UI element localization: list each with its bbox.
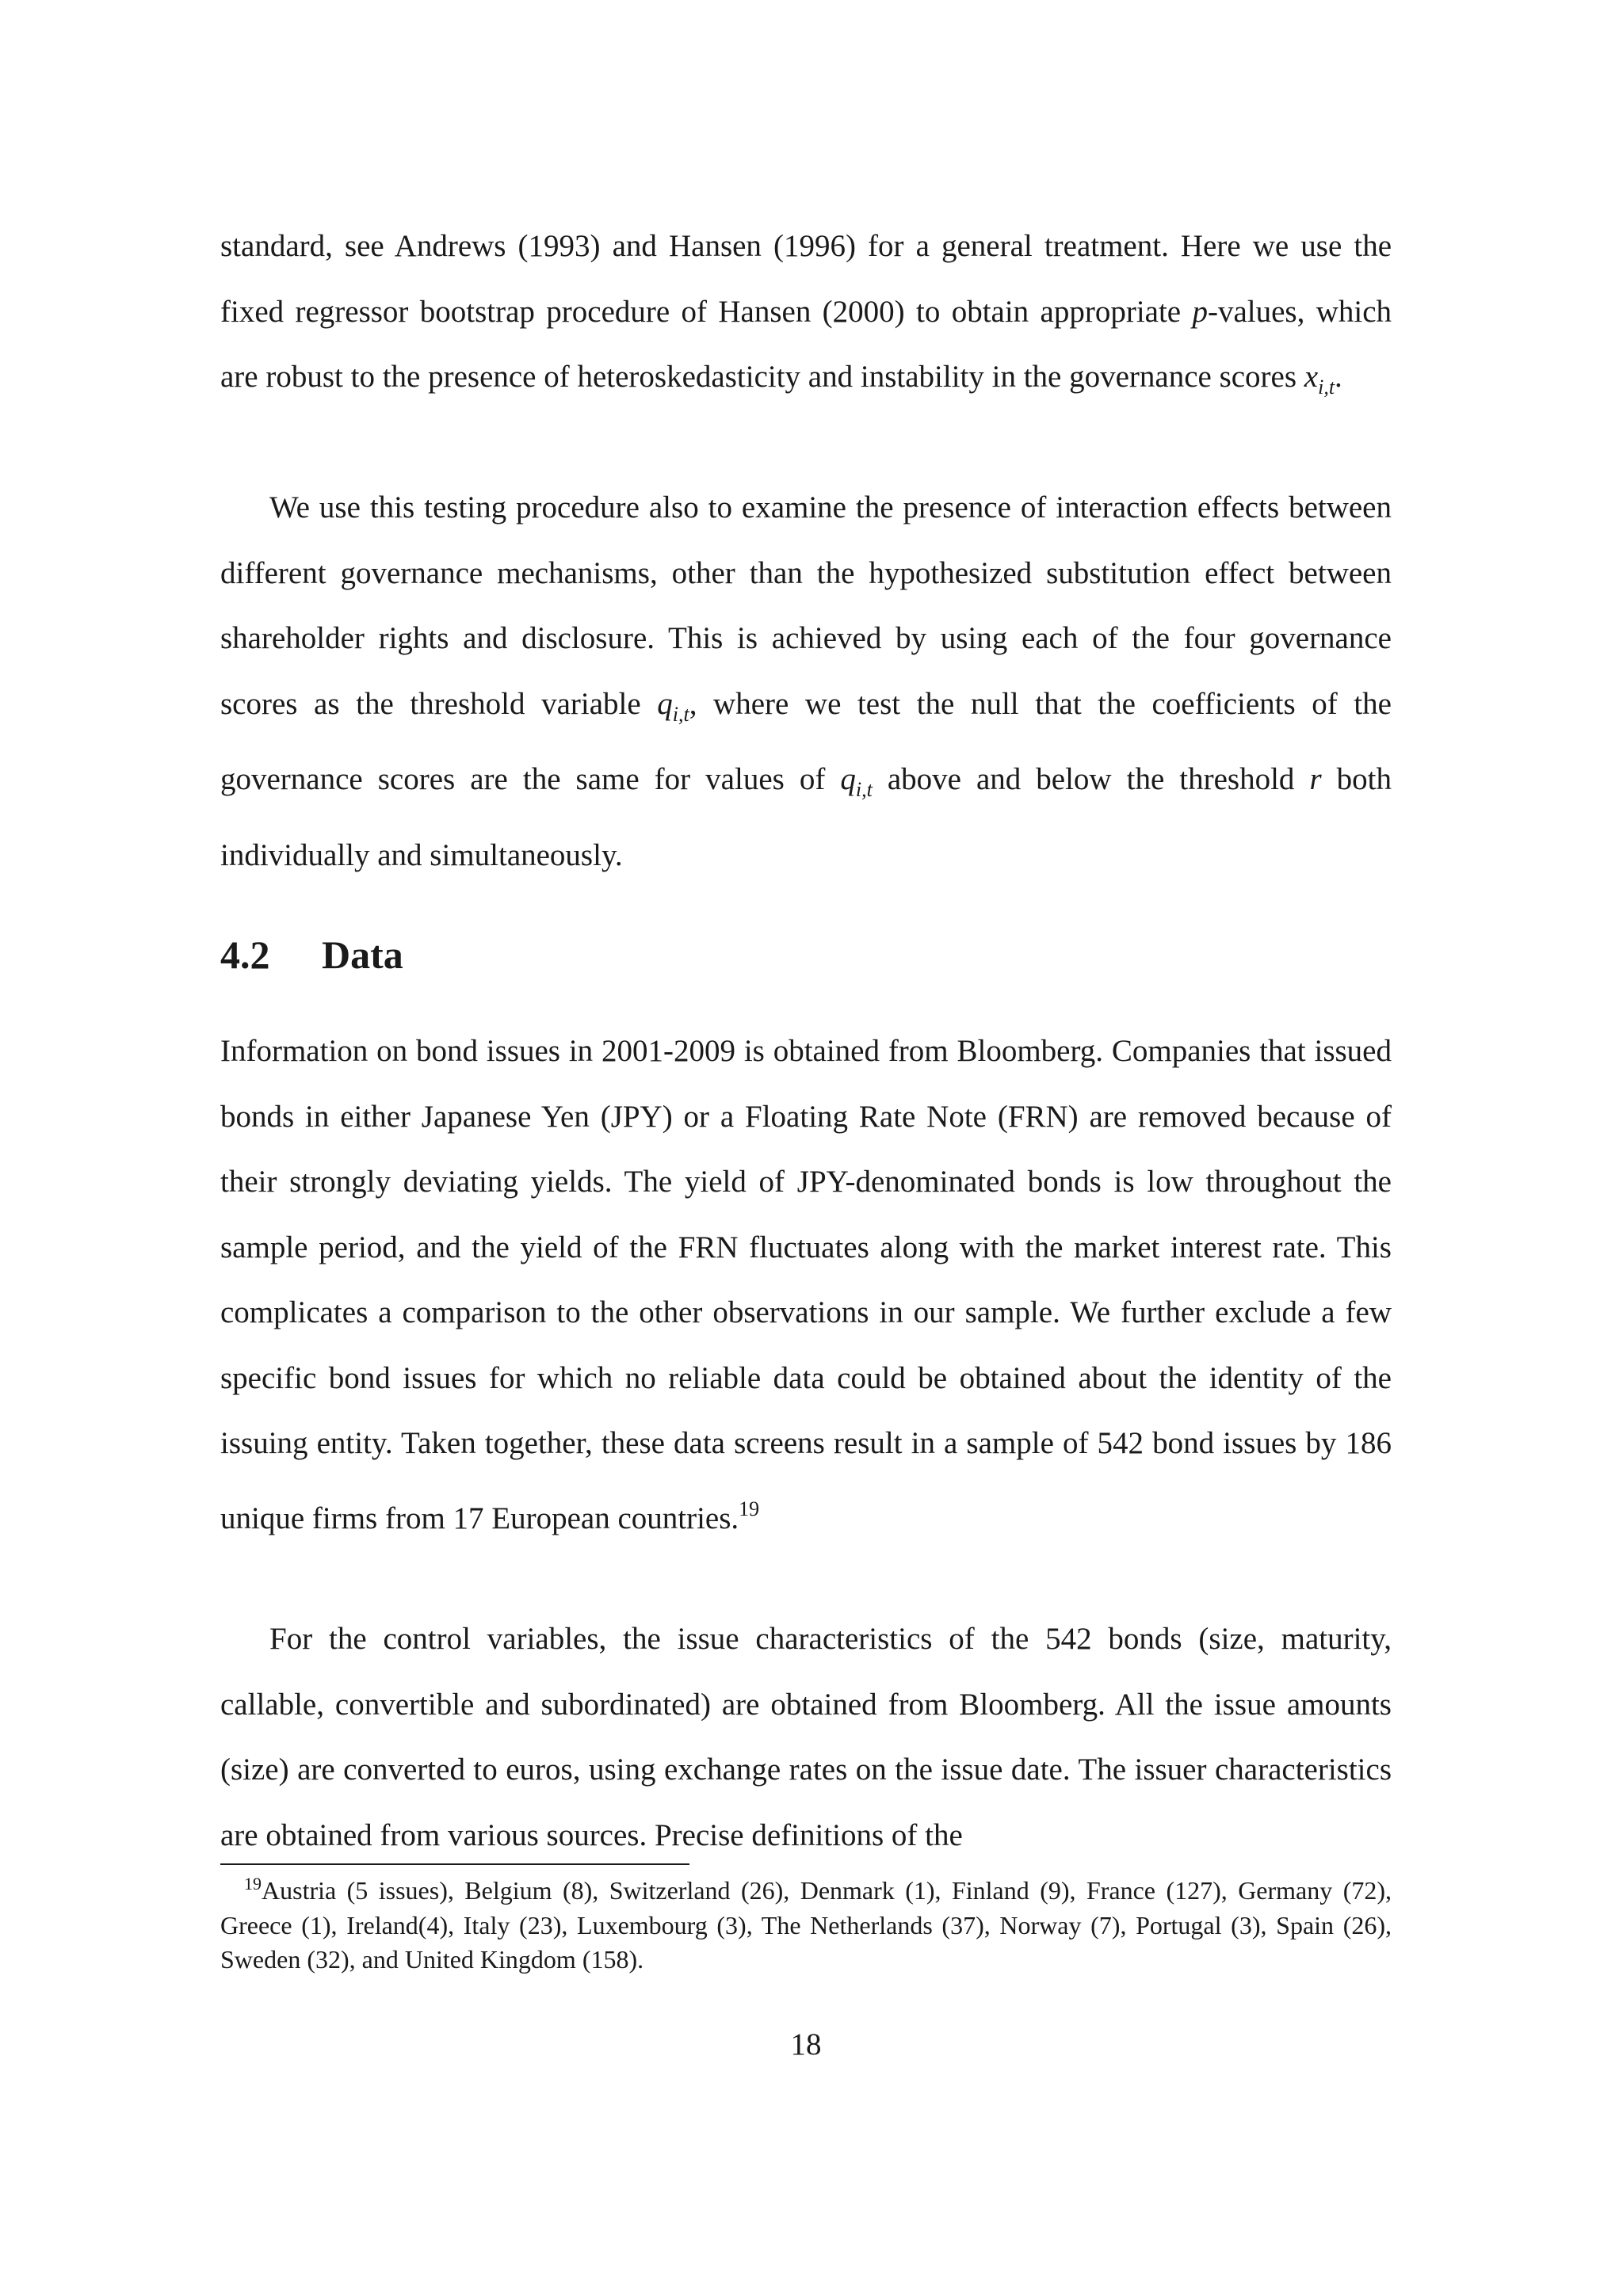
math-variable: x xyxy=(1304,360,1319,394)
section-heading xyxy=(220,927,403,982)
math-variable: q xyxy=(840,762,856,796)
section-title: Data xyxy=(322,933,403,977)
math-subscript: i,t xyxy=(855,778,873,801)
paragraph-text: , where we test the null that the coefficients of the governance scores are the same for values of xyxy=(220,686,1392,796)
paragraph-text: . xyxy=(1335,360,1342,394)
footnote-reference[interactable]: 19 xyxy=(739,1497,760,1520)
body-paragraph xyxy=(220,214,1392,421)
math-subscript: i,t xyxy=(1318,376,1335,399)
math-variable: q xyxy=(657,686,673,721)
page-number: 18 xyxy=(790,2027,822,2061)
body-paragraph xyxy=(220,1019,1392,1551)
body-paragraph xyxy=(220,1607,1392,1868)
footnote xyxy=(220,1867,1392,1978)
paragraph-text: We use this testing procedure also to examine the presence of interaction effects between different governance mechanisms, other than the hypothesized substitution effect between shareholder rights and disclosure. This is achieved by using each of the four governance scores as the threshold variable xyxy=(220,490,1392,721)
body-paragraph xyxy=(220,475,1392,888)
paragraph-text: standard, see Andrews (1993) and Hansen (1996) for a general treatment. Here we use the fixed regressor bootstrap procedure of Hansen (2000) to obtain appropriate xyxy=(220,229,1392,329)
footnote-mark: 19 xyxy=(244,1874,262,1894)
math-variable: r xyxy=(1309,762,1322,796)
paragraph-text: For the control variables, the issue characteristics of the 542 bonds (size, maturity, callable, convertible and subordinated) are obtained from Bloomberg. All the issue amounts (size) are converted to euros, using exchange rates on the issue date. The issuer characteristics are obtained from various sources. Precise definitions of the xyxy=(220,1622,1392,1852)
math-subscript: i,t xyxy=(672,702,689,726)
math-variable: p xyxy=(1192,294,1208,329)
footnote-text: Austria (5 issues), Belgium (8), Switzerland (26), Denmark (1), Finland (9), France (127), Germany (72), Greece (1), Ireland(4), Italy (23), Luxembourg (3), The Netherlands (37), Norway (7), Portugal (3), Spain (26), Sweden (32), and United Kingdom (158). xyxy=(220,1876,1392,1974)
paragraph-text: Information on bond issues in 2001-2009 is obtained from Bloomberg. Companies that issued bonds in either Japanese Yen (JPY) or a Floating Rate Note (FRN) are removed because of their strongly deviating yields. The yield of JPY-denominated bonds is low throughout the sample period, and the yield of the FRN fluctuates along with the market interest rate. This complicates a comparison to the other observations in our sample. We further exclude a few specific bond issues for which no reliable data could be obtained about the identity of the issuing entity. Taken together, these data screens result in a sample of 542 bond issues by 186 unique firms from 17 European countries. xyxy=(220,1034,1392,1535)
footnote-divider xyxy=(220,1863,689,1865)
section-number: 4.2 xyxy=(220,933,270,977)
paper-page xyxy=(220,0,1392,2296)
paragraph-text: -values, which are robust to the presence of heteroskedasticity and instability in the governance scores xyxy=(220,294,1392,394)
paragraph-text: above and below the threshold xyxy=(872,762,1310,796)
paragraph-text: both individually and simultaneously. xyxy=(220,762,1392,872)
